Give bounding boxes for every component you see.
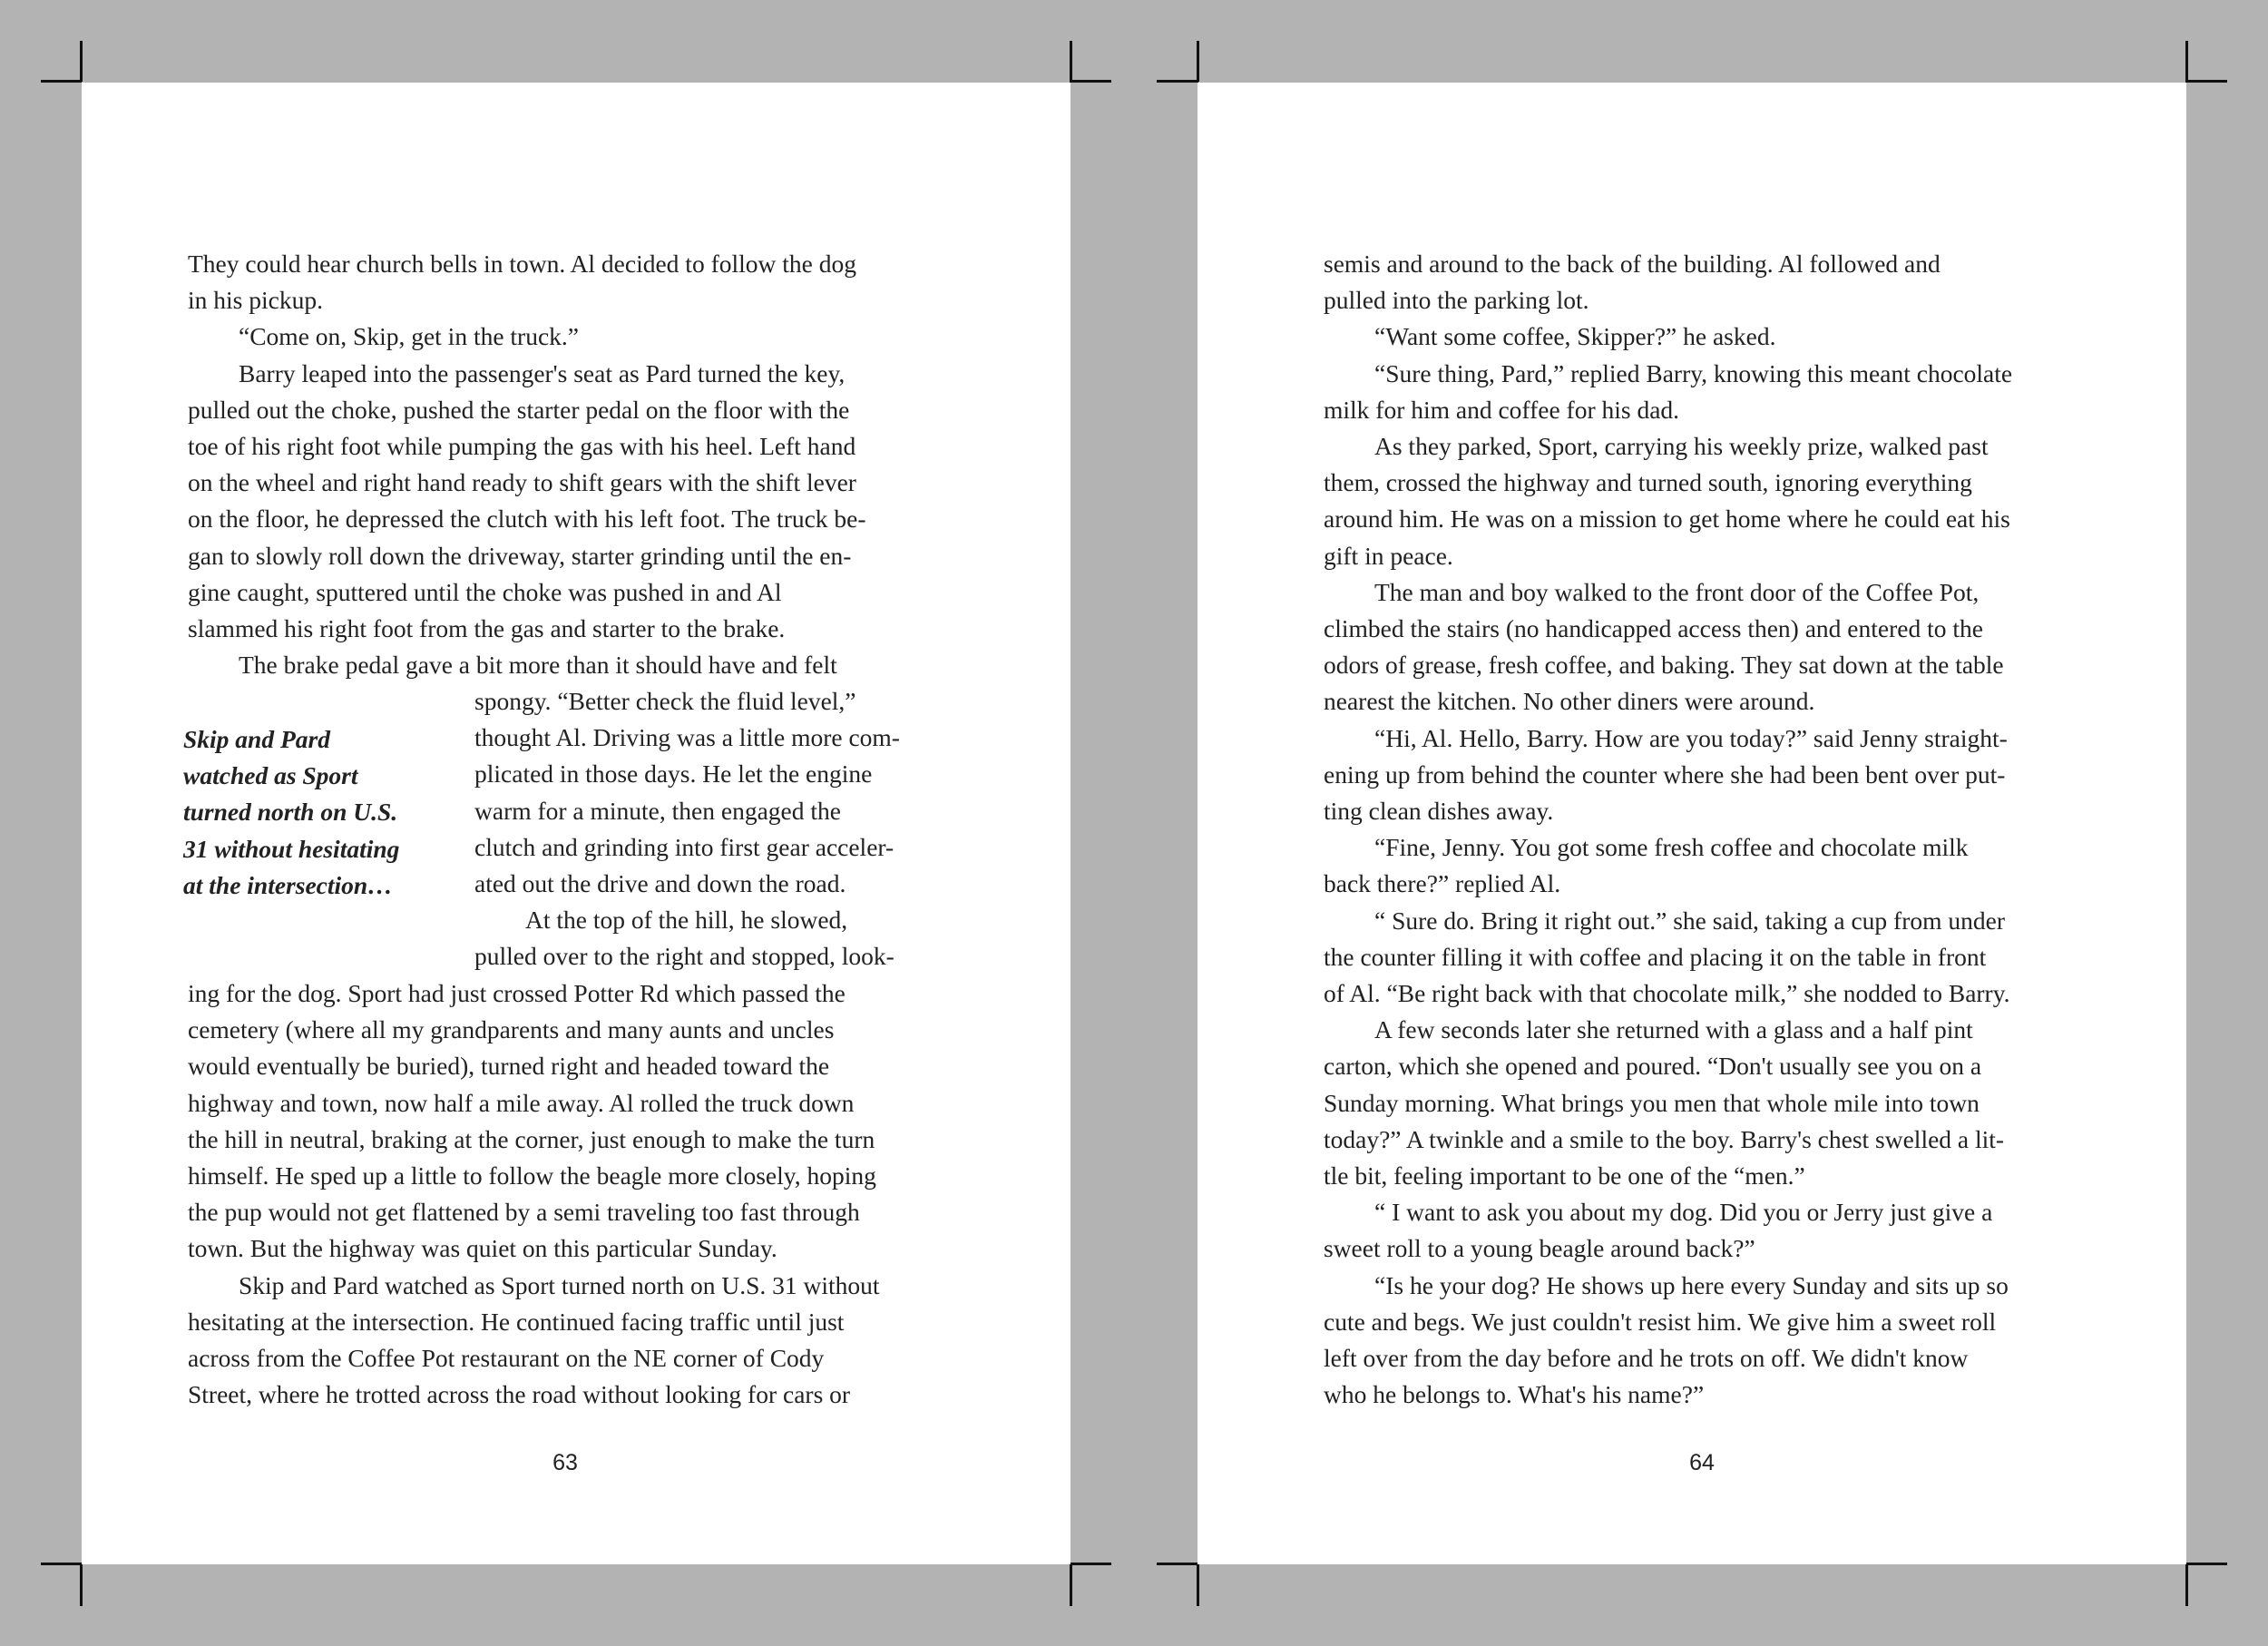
text-line: At the top of the hill, he slowed, (525, 906, 848, 935)
text-line: hesitating at the intersection. He continued facing traffic until just (188, 1307, 845, 1336)
text-line: cute and begs. We just couldn't resist him. We give him a sweet roll (1324, 1307, 1997, 1336)
text-line: carton, which she opened and poured. “Don't usually see you on a (1324, 1052, 1982, 1081)
text-line: tle bit, feeling important to be one of the “men.” (1324, 1161, 1805, 1190)
text-line: the hill in neutral, braking at the corner, just enough to make the turn (188, 1124, 875, 1153)
pull-quote-line: at the intersection… (183, 870, 393, 899)
text-line: “Hi, Al. Hello, Barry. How are you today?” said Jenny straight- (1374, 723, 2008, 752)
crop-mark (1157, 1563, 1198, 1565)
crop-mark (1157, 80, 1198, 83)
crop-mark (2185, 41, 2188, 82)
text-line: warm for a minute, then engaged the (474, 796, 841, 825)
pull-quote-line: turned north on U.S. (183, 798, 398, 827)
crop-mark (2185, 1564, 2188, 1606)
pull-quote-line: 31 without hesitating (183, 834, 400, 863)
crop-mark (80, 1564, 83, 1606)
text-line: on the wheel and right hand ready to shift gears with the shift lever (188, 468, 856, 497)
text-line: himself. He sped up a little to follow the beagle more closely, hoping (188, 1161, 876, 1190)
text-line: “Sure thing, Pard,” replied Barry, knowing this meant chocolate (1374, 358, 2013, 387)
text-line: sweet roll to a young beagle around back?” (1324, 1234, 1755, 1263)
crop-mark (1197, 1564, 1199, 1606)
text-line: across from the Coffee Pot restaurant on the NE corner of Cody (188, 1344, 825, 1373)
left-body-bottom (188, 975, 968, 1413)
text-line: the counter filling it with coffee and placing it on the table in front (1324, 942, 1987, 971)
right-body (1324, 246, 2104, 1414)
text-line: milk for him and coffee for his dad. (1324, 395, 1680, 424)
text-line: “ Sure do. Bring it right out.” she said, taking a cup from under (1374, 906, 2005, 935)
text-line: of Al. “Be right back with that chocolate milk,” she nodded to Barry. (1324, 979, 2010, 1008)
text-line: gan to slowly roll down the driveway, starter grinding until the en- (188, 541, 852, 570)
text-line: plicated in those days. He let the engine (474, 759, 873, 789)
text-line: clutch and grinding into first gear acceler- (474, 832, 894, 861)
text-line: left over from the day before and he trots on off. We didn't know (1324, 1344, 1969, 1373)
text-line: today?” A twinkle and a smile to the boy. Barry's chest swelled a lit- (1324, 1124, 2005, 1153)
text-line: They could hear church bells in town. Al decided to follow the dog (188, 250, 856, 278)
text-line: back there?” replied Al. (1324, 869, 1561, 898)
text-line: highway and town, now half a mile away. Al rolled the truck down (188, 1088, 855, 1117)
text-line: The man and boy walked to the front door of the Coffee Pot, (1374, 577, 1980, 606)
page-number-right: 64 (1689, 1450, 1715, 1475)
left-body-top (188, 246, 968, 683)
left-body-wrap (474, 683, 969, 975)
crop-mark (41, 80, 82, 83)
text-line: Sunday morning. What brings you men that whole mile into town (1324, 1088, 1980, 1117)
text-line: pulled into the parking lot. (1324, 286, 1589, 315)
crop-mark (80, 41, 83, 82)
crop-mark (41, 1563, 82, 1565)
crop-mark (1070, 1563, 1111, 1565)
text-line: spongy. “Better check the fluid level,” (474, 687, 856, 715)
pull-quote (183, 721, 455, 904)
text-line: the pup would not get flattened by a semi traveling too fast through (188, 1198, 860, 1227)
text-line: slammed his right foot from the gas and starter to the brake. (188, 614, 786, 643)
text-line: A few seconds later she returned with a glass and a half pint (1374, 1015, 1973, 1044)
pull-quote-line: Skip and Pard (183, 725, 330, 753)
page-number-left: 63 (552, 1450, 578, 1475)
text-line: “Come on, Skip, get in the truck.” (239, 322, 579, 351)
text-line: around him. He was on a mission to get home where he could eat his (1324, 505, 2010, 534)
crop-mark (1197, 41, 1199, 82)
text-line: “ I want to ask you about my dog. Did you or Jerry just give a (1374, 1198, 1993, 1227)
text-line: “Fine, Jenny. You got some fresh coffee and chocolate milk (1374, 833, 1969, 862)
text-line: in his pickup. (188, 286, 323, 315)
crop-mark (1070, 1564, 1072, 1606)
text-line: them, crossed the highway and turned south, ignoring everything (1324, 468, 1972, 497)
text-line: thought Al. Driving was a little more com- (474, 723, 900, 752)
crop-mark (2185, 80, 2227, 83)
pull-quote-line: watched as Sport (183, 761, 358, 790)
text-line: would eventually be buried), turned right and headed toward the (188, 1052, 830, 1081)
text-line: ing for the dog. Sport had just crossed Potter Rd which passed the (188, 979, 846, 1007)
crop-mark (2185, 1563, 2227, 1565)
text-line: toe of his right foot while pumping the gas with his heel. Left hand (188, 432, 856, 461)
text-line: ated out the drive and down the road. (474, 869, 846, 898)
text-line: nearest the kitchen. No other diners were around. (1324, 687, 1815, 716)
text-line: ening up from behind the counter where she had been bent over put- (1324, 759, 2006, 789)
text-line: on the floor, he depressed the clutch with his left foot. The truck be- (188, 505, 866, 534)
text-line: Barry leaped into the passenger's seat as Pard turned the key, (239, 358, 846, 387)
text-line: gift in peace. (1324, 541, 1453, 570)
text-line: The brake pedal gave a bit more than it should have and felt (239, 651, 837, 680)
text-line: ting clean dishes away. (1324, 797, 1554, 826)
text-line: odors of grease, fresh coffee, and baking. They sat down at the table (1324, 651, 2004, 680)
crop-mark (1070, 80, 1111, 83)
text-line: Street, where he trotted across the road without looking for cars or (188, 1380, 851, 1409)
text-line: “Is he your dog? He shows up here every Sunday and sits up so (1374, 1270, 2009, 1299)
text-line: climbed the stairs (no handicapped access then) and entered to the (1324, 614, 1983, 643)
text-line: “Want some coffee, Skipper?” he asked. (1374, 322, 1776, 351)
text-line: town. But the highway was quiet on this particular Sunday. (188, 1234, 777, 1263)
text-line: pulled out the choke, pushed the starter pedal on the floor with the (188, 395, 850, 424)
crop-mark (1070, 41, 1072, 82)
text-line: cemetery (where all my grandparents and many aunts and uncles (188, 1015, 835, 1044)
text-line: pulled over to the right and stopped, look- (474, 942, 894, 971)
text-line: semis and around to the back of the building. Al followed and (1324, 250, 1941, 278)
text-line: gine caught, sputtered until the choke was pushed in and Al (188, 577, 782, 606)
text-line: As they parked, Sport, carrying his weekly prize, walked past (1374, 432, 1989, 461)
text-line: Skip and Pard watched as Sport turned north on U.S. 31 without (239, 1270, 880, 1299)
text-line: who he belongs to. What's his name?” (1324, 1380, 1705, 1409)
